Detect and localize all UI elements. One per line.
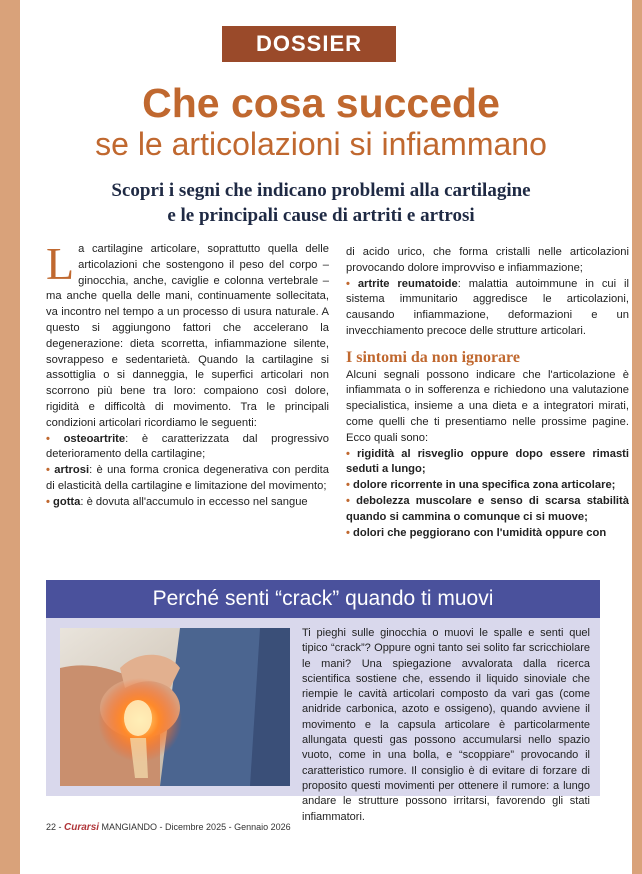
magazine-name: MANGIANDO	[99, 822, 158, 832]
dossier-label: DOSSIER	[255, 31, 363, 56]
list-text: : è caratterizzata dal progressivo deterioramento della cartilagine;	[46, 432, 329, 461]
list-item: • artrite reumatoide: malattia autoimmune in cui il sistema immunitario aggredisce le articolazioni, causando infiammazione, deformazioni e un invecchiamento precoce delle strutture articolari.	[346, 277, 629, 337]
headline-line2: se le articolazioni si infiammano	[95, 126, 547, 162]
subtitle-line2: e le principali cause di artriti e artrosi	[167, 205, 475, 226]
headline-line1: Che cosa succede	[142, 80, 500, 126]
issue-date: - Dicembre 2025 - Gennaio 2026	[157, 822, 291, 832]
symptom-item: • debolezza muscolare e senso di scarsa stabilità quando si cammina o comunque ci si muove;	[346, 494, 629, 523]
subtitle	[0, 178, 642, 228]
list-item: • osteoartrite: è caratterizzata dal progressivo deterioramento della cartilagine;	[46, 432, 329, 461]
page-footer	[46, 822, 291, 833]
box-title: Perché senti “crack” quando ti muovi	[46, 580, 600, 618]
dropcap: L	[46, 238, 75, 289]
dossier-tab	[222, 26, 396, 62]
footer-separator: -	[56, 822, 65, 832]
list-item: • artrosi: è una forma cronica degenerativa con perdita di elasticità della cartilagine e limitazione del movimento;	[46, 464, 329, 492]
intro-text: a cartilagine articolare, soprattutto quella delle articolazioni che sostengono il peso del corpo – ginocchia, anche, caviglie e colonna vertebrale – ma anche quella delle mani, continuamente sollecitata, va incontro nel tempo a un processo di usura naturale. A questo si aggiungono fattori che accelerano la degenerazione: dieta scorretta, infiammazione silente, sovrappeso e sedentarietà. Quando la cartilagine si assottiglia o si danneggia, le superfici articolari non scorrono più bene tra loro: compaiono così dolore, rigidità e difficoltà di movimento. Tra le principali condizioni articolari ricordiamo le seguenti:	[46, 243, 329, 429]
list-text: : malattia autoimmune in cui il sistema immunitario aggredisce le articolazioni, causando infiammazione, deformazioni e un invecchiamento precoce delle strutture articolari.	[346, 277, 629, 337]
symptom-text: debolezza muscolare e senso di scarsa stabilità quando si cammina o comunque ci si muove;	[346, 494, 629, 523]
symptom-text: dolori che peggiorano con l'umidità oppure con	[353, 526, 607, 539]
symptom-text: rigidità al risveglio oppure dopo essere rimasti seduti a lungo;	[346, 447, 630, 476]
intro-paragraph	[46, 238, 329, 432]
list-term: gotta	[53, 495, 81, 508]
subtitle-line1: Scopri i segni che indicano problemi alla cartilagine	[111, 180, 531, 201]
knee-illustration	[60, 628, 290, 786]
symptom-item: • dolore ricorrente in una specifica zona articolare;	[346, 479, 616, 492]
knee-pain-photo	[60, 628, 290, 786]
list-text: : è dovuta all'accumulo in eccesso nel sangue	[80, 495, 308, 508]
page-number: 22	[46, 822, 57, 832]
list-term: artrite reumatoide	[357, 277, 458, 290]
symptom-text: dolore ricorrente in una specifica zona articolare;	[353, 479, 616, 492]
list-text: : è una forma cronica degenerativa con perdita di elasticità della cartilagine e limitazione del movimento;	[46, 464, 329, 492]
symptom-item: • dolori che peggiorano con l'umidità oppure con	[346, 526, 607, 539]
symptom-item: • rigidità al risveglio oppure dopo essere rimasti seduti a lungo;	[346, 447, 630, 476]
section-title: I sintomi da non ignorare	[346, 348, 520, 366]
box-text: Ti pieghi sulle ginocchia o muovi le spalle e senti quel tipico “crack”? Oppure ogni tanto sei solito far scricchiolare le mani? Una spiegazione avvalorata dalla ricerca scientifica sostiene che, essendo il liquido sinoviale che riempie le cavità articolari composto da vari gas (come anidride carbonica, azoto e ossigeno), quando avviene il movimento e la capsula articolare è particolarmente allungata questi gas possono accumularsi nello spazio vuoto, come in una bolla, e “scoppiare” provocando il caratteristico rumore. Il consiglio è di evitare di forzare di proposito questi movimenti per ottenere il rumore: a lungo andare le strutture possono irritarsi, favorendo gli stati infiammatori.	[302, 627, 590, 823]
list-term: artrosi	[54, 464, 90, 477]
right-column	[346, 245, 629, 541]
list-item: • gotta: è dovuta all'accumulo in eccesso nel sangue	[46, 495, 308, 508]
left-column	[46, 238, 329, 511]
section-intro: Alcuni segnali possono indicare che l'articolazione è infiammata o in sofferenza e richiedono una valutazione specialistica, insieme a una dieta e a integratori mirati, come quelli che ti presentiamo nelle prossime pagine. Ecco quali sono:	[346, 368, 629, 444]
list-term: osteoartrite	[63, 432, 126, 445]
continuation-text: di acido urico, che forma cristalli nelle articolazioni provocando dolore improvviso e infiammazione;	[346, 246, 629, 274]
magazine-brand: Curarsi	[64, 822, 100, 833]
sidebar-box	[46, 580, 600, 823]
